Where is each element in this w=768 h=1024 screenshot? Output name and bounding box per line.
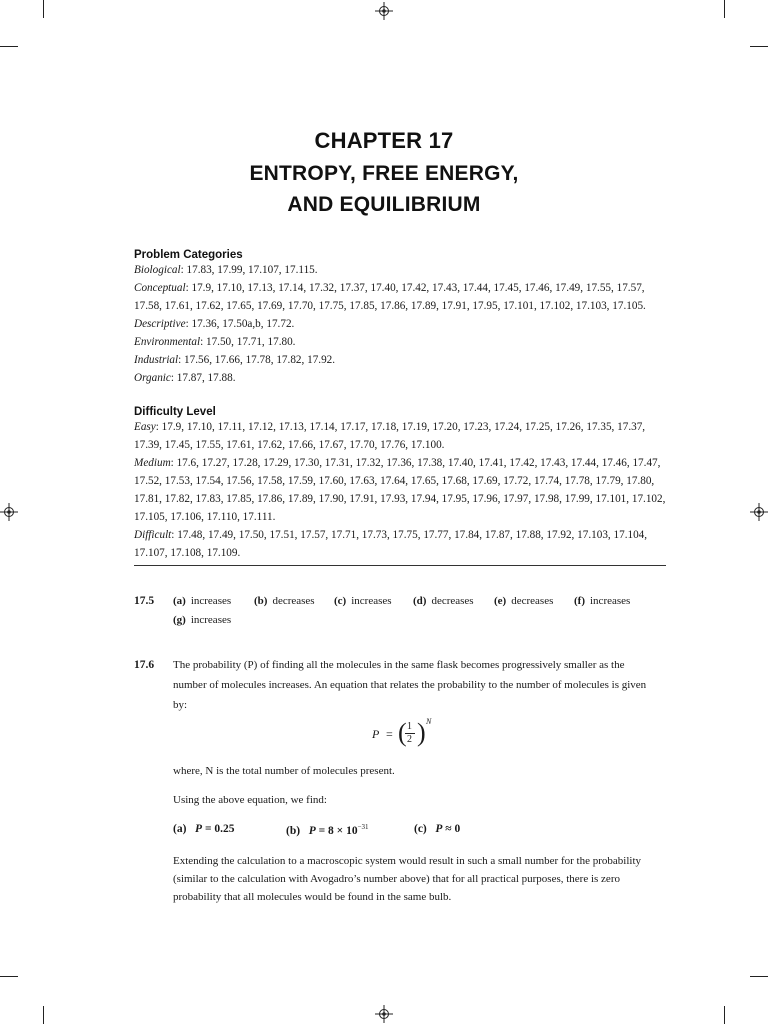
answer-item: (d) decreases [413,595,474,607]
difficulty-line: 17.107, 17.108, 17.109. [134,547,241,559]
answer-item: (f) increases [574,595,631,607]
formula-equals: = [386,727,393,741]
crop-mark-top-right-v [724,0,725,18]
chapter-title-line-1: ENTROPY, FREE ENERGY, [249,162,519,185]
category-line: Organic: 17.87, 17.88. [134,372,236,384]
answer-item: (c) increases [334,595,392,607]
section-divider [134,565,666,566]
result-item: (c) P ≈ 0 [414,823,461,835]
paragraph-line: (similar to the calculation with Avogadro’s number above) that for all practical purposes, there is zero [173,873,620,885]
paragraph-line: The probability (P) of finding all the molecules in the same flask becomes progressively smaller as the [173,659,625,671]
answer-item: (b) decreases [254,595,315,607]
problem-categories-heading: Problem Categories [134,249,243,261]
category-label: Environmental [134,336,201,348]
problem-number: 17.6 [134,659,155,671]
category-line: Environmental: 17.50, 17.71, 17.80. [134,336,296,348]
probability-formula [372,718,432,756]
difficulty-line: 17.39, 17.45, 17.55, 17.61, 17.62, 17.66, 17.67, 17.70, 17.76, 17.100. [134,439,445,451]
paragraph-line: Extending the calculation to a macroscopic system would result in such a small number for the probability [173,855,641,867]
category-label: Organic [134,372,171,384]
left-paren: ( [398,718,407,747]
crop-mark-bottom-left-v [43,1006,44,1024]
difficulty-label: Easy [134,421,156,433]
crop-mark-bottom-right-h [750,976,768,977]
category-label: Industrial [134,354,179,366]
formula-exponent: N [426,717,432,726]
difficulty-line: Difficult: 17.48, 17.49, 17.50, 17.51, 17.57, 17.71, 17.73, 17.75, 17.77, 17.84, 17.87, 17.88, 17.92, 17.103, 17.104, [134,529,648,541]
paragraph-line: number of molecules increases. An equation that relates the probability to the number of molecules is given [173,679,647,691]
crop-mark-bottom-right-v [724,1006,725,1024]
category-line: 17.58, 17.61, 17.62, 17.65, 17.69, 17.70, 17.75, 17.85, 17.86, 17.89, 17.91, 17.95, 17.101, 17.102, 17.103, 17.105. [134,300,646,312]
result-item: (a) P = 0.25 [173,823,235,835]
formula-numerator: 1 [407,721,412,732]
difficulty-label: Difficult [134,529,172,541]
difficulty-line: 17.52, 17.53, 17.54, 17.56, 17.58, 17.59, 17.60, 17.63, 17.64, 17.65, 17.68, 17.69, 17.72, 17.74, 17.78, 17.79, 17.80, [134,475,655,487]
category-line: Conceptual: 17.9, 17.10, 17.13, 17.14, 17.32, 17.37, 17.40, 17.42, 17.43, 17.44, 17.45, 17.46, 17.49, 17.55, 17.57, [134,282,645,294]
answer-item: (e) decreases [494,595,554,607]
difficulty-line: Medium: 17.6, 17.27, 17.28, 17.29, 17.30, 17.31, 17.32, 17.36, 17.38, 17.40, 17.41, 17.42, 17.43, 17.44, 17.46, 17.47, [134,457,661,469]
registration-mark-icon [375,2,393,20]
result-item: (b) $P = 8 \times 10^{-31}$ [286,823,369,837]
formula-denominator: 2 [407,734,412,745]
category-line: Biological: 17.83, 17.99, 17.107, 17.115. [134,264,318,276]
chapter-title-line-2: AND EQUILIBRIUM [287,193,481,216]
registration-mark-icon [375,1005,393,1023]
answer-item: (a) increases [173,595,232,607]
chapter-number: CHAPTER 17 [314,128,454,153]
difficulty-line: Easy: 17.9, 17.10, 17.11, 17.12, 17.13, 17.14, 17.17, 17.18, 17.19, 17.20, 17.23, 17.24, 17.25, 17.26, 17.35, 17.37, [134,421,646,433]
paragraph-line: Using the above equation, we find: [173,794,327,806]
crop-mark-top-left-h [0,46,18,47]
category-label: Descriptive [134,318,186,330]
difficulty-line: 17.105, 17.106, 17.110, 17.111. [134,511,276,523]
category-line: Descriptive: 17.36, 17.50a,b, 17.72. [134,318,295,330]
category-line: Industrial: 17.56, 17.66, 17.78, 17.82, 17.92. [134,354,336,366]
registration-mark-icon [0,503,18,521]
formula-lhs: P [372,727,380,741]
crop-mark-top-right-h [750,46,768,47]
category-label: Biological [134,264,181,276]
difficulty-level-heading: Difficulty Level [134,406,216,418]
registration-mark-icon [750,503,768,521]
difficulty-line: 17.81, 17.82, 17.83, 17.85, 17.86, 17.89, 17.90, 17.91, 17.93, 17.94, 17.95, 17.96, 17.97, 17.98, 17.99, 17.101, 17.102, [134,493,666,505]
difficulty-label: Medium [134,457,171,469]
crop-mark-bottom-left-h [0,976,18,977]
category-label: Conceptual [134,282,186,294]
paragraph-line: by: [173,699,188,711]
answer-item: (g) increases [173,614,232,626]
paragraph-line: where, N is the total number of molecules present. [173,765,395,777]
right-paren: ) [417,718,426,747]
problem-number: 17.5 [134,595,155,607]
crop-mark-top-left-v [43,0,44,18]
paragraph-line: probability that all molecules would be found in the same bulb. [173,891,452,903]
